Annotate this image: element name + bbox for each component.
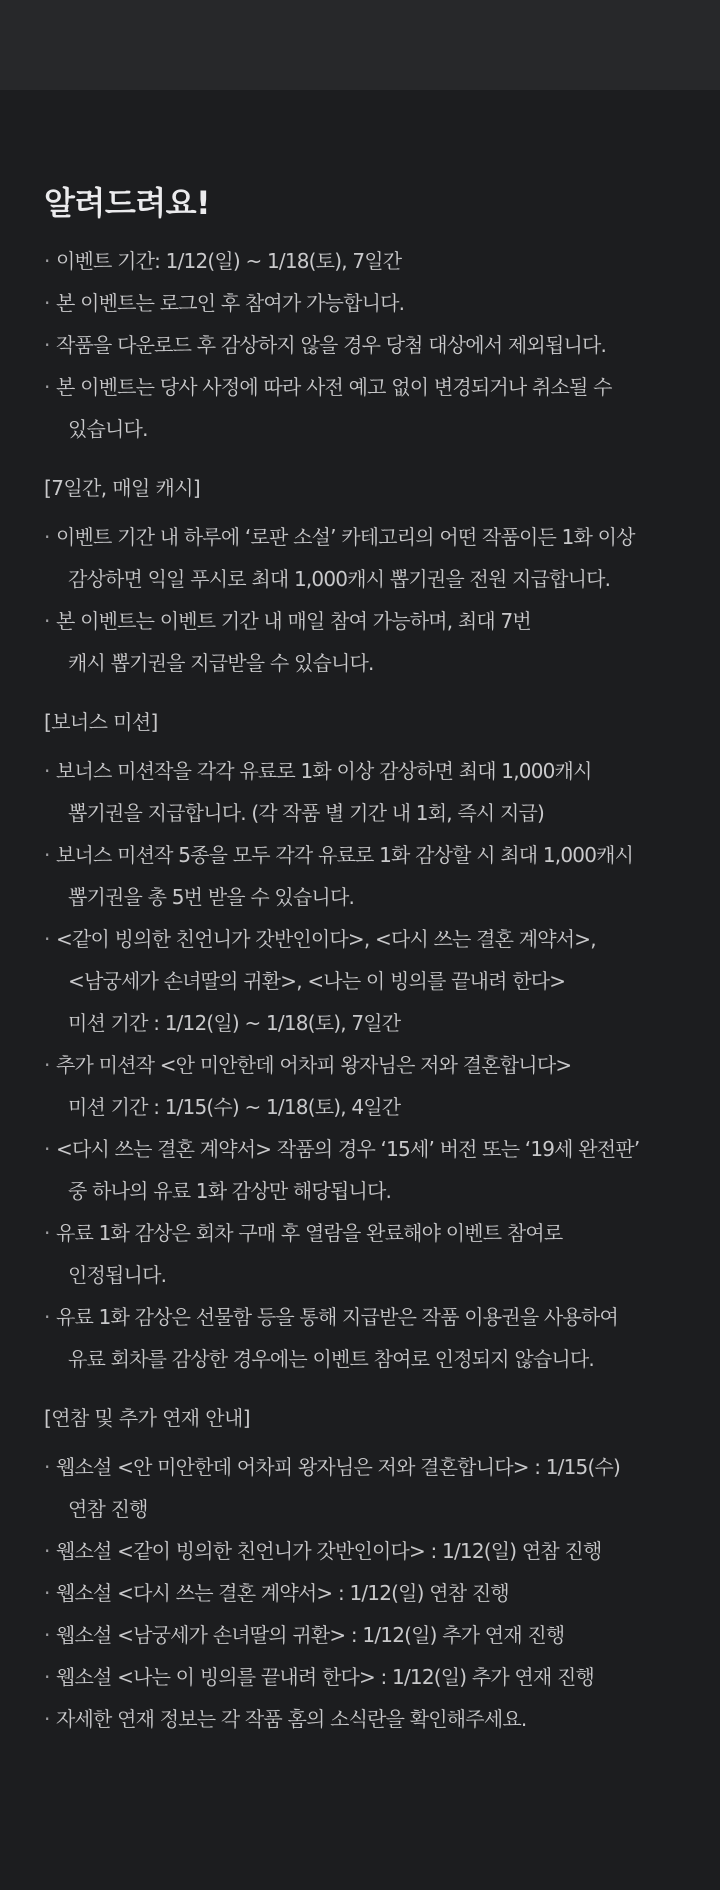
notice-item-line: 감상하면 익일 푸시로 최대 1,000캐시 뽑기권을 전원 지급합니다. <box>68 567 611 591</box>
notice-item-line: 미션 기간 : 1/12(일) ~ 1/18(토), 7일간 <box>68 1011 401 1035</box>
notice-item <box>44 1128 684 1212</box>
section-heading: [보너스 미션] <box>44 710 158 734</box>
notice-item <box>44 600 684 684</box>
notice-item-line: 웹소설 <안 미안한데 어차피 왕자님은 저와 결혼합니다> : 1/15(수) <box>56 1455 620 1479</box>
bullet-dot: · <box>44 927 50 951</box>
notice-item <box>44 1656 684 1698</box>
notice-item-line: 본 이벤트는 로그인 후 참여가 가능합니다. <box>56 291 405 315</box>
notice-item-line: 중 하나의 유료 1화 감상만 해당됩니다. <box>68 1179 392 1203</box>
notice-item <box>44 366 684 450</box>
bullet-dot: · <box>44 291 50 315</box>
notice-item <box>44 282 684 324</box>
bullet-dot: · <box>44 1581 50 1605</box>
notice-item <box>44 750 684 834</box>
bullet-dot: · <box>44 1623 50 1647</box>
notice-item <box>44 1446 684 1530</box>
notice-item-line: 미션 기간 : 1/15(수) ~ 1/18(토), 4일간 <box>68 1095 401 1119</box>
notice-title: 알려드려요! <box>44 184 211 222</box>
notice-item <box>44 1044 684 1128</box>
notice-item-line: 이벤트 기간: 1/12(일) ~ 1/18(토), 7일간 <box>56 249 402 273</box>
notice-item-line: 자세한 연재 정보는 각 작품 홈의 소식란을 확인해주세요. <box>56 1707 527 1731</box>
notice-item-line: 뽑기권을 총 5번 받을 수 있습니다. <box>68 885 355 909</box>
notice-item-line: 캐시 뽑기권을 지급받을 수 있습니다. <box>68 651 374 675</box>
notice-sections <box>44 240 684 1740</box>
bullet-dot: · <box>44 1053 50 1077</box>
notice-list <box>44 516 684 684</box>
notice-item-line: 인정됩니다. <box>68 1263 167 1287</box>
bullet-dot: · <box>44 1665 50 1689</box>
notice-section <box>44 240 684 450</box>
notice-item-line: 웹소설 <같이 빙의한 친언니가 갓반인이다> : 1/12(일) 연참 진행 <box>56 1539 602 1563</box>
notice-item-line: 보너스 미션작 5종을 모두 각각 유료로 1화 감상할 시 최대 1,000캐시 <box>56 843 634 867</box>
bullet-dot: · <box>44 1455 50 1479</box>
notice-item-line: 유료 1화 감상은 선물함 등을 통해 지급받은 작품 이용권을 사용하여 <box>56 1305 618 1329</box>
notice-item-line: 연참 진행 <box>68 1497 148 1521</box>
notice-item <box>44 324 684 366</box>
notice-item-line: 보너스 미션작을 각각 유료로 1화 이상 감상하면 최대 1,000캐시 <box>56 759 592 783</box>
notice-section <box>44 1404 684 1740</box>
bullet-dot: · <box>44 249 50 273</box>
notice-item-line: <다시 쓰는 결혼 계약서> 작품의 경우 ‘15세’ 버전 또는 ‘19세 완전판’ <box>56 1137 640 1161</box>
notice-item <box>44 240 684 282</box>
notice-item-line: 웹소설 <다시 쓰는 결혼 계약서> : 1/12(일) 연참 진행 <box>56 1581 509 1605</box>
notice-item-line: <같이 빙의한 친언니가 갓반인이다>, <다시 쓰는 결혼 계약서>, <box>56 927 596 951</box>
notice-item <box>44 834 684 918</box>
bullet-dot: · <box>44 1221 50 1245</box>
notice-item <box>44 1530 684 1572</box>
notice-section <box>44 708 684 1380</box>
section-heading: [연참 및 추가 연재 안내] <box>44 1406 250 1430</box>
notice-item-line: 본 이벤트는 당사 사정에 따라 사전 예고 없이 변경되거나 취소될 수 <box>56 375 612 399</box>
notice-item-line: 작품을 다운로드 후 감상하지 않을 경우 당첨 대상에서 제외됩니다. <box>56 333 607 357</box>
bullet-dot: · <box>44 1707 50 1731</box>
notice-item-line: 뽑기권을 지급합니다. (각 작품 별 기간 내 1회, 즉시 지급) <box>68 801 544 825</box>
notice-item-line: 웹소설 <남궁세가 손녀딸의 귀환> : 1/12(일) 추가 연재 진행 <box>56 1623 565 1647</box>
notice-item-line: 유료 회차를 감상한 경우에는 이벤트 참여로 인정되지 않습니다. <box>68 1347 594 1371</box>
notice-item-line: 이벤트 기간 내 하루에 ‘로판 소설’ 카테고리의 어떤 작품이든 1화 이상 <box>56 525 635 549</box>
notice-item-line: 웹소설 <나는 이 빙의를 끝내려 한다> : 1/12(일) 추가 연재 진행 <box>56 1665 595 1689</box>
notice-item-line: <남궁세가 손녀딸의 귀환>, <나는 이 빙의를 끝내려 한다> <box>68 969 566 993</box>
notice-item <box>44 918 684 1044</box>
notice-item-line: 본 이벤트는 이벤트 기간 내 매일 참여 가능하며, 최대 7번 <box>56 609 531 633</box>
bullet-dot: · <box>44 609 50 633</box>
bullet-dot: · <box>44 375 50 399</box>
bullet-dot: · <box>44 759 50 783</box>
bullet-dot: · <box>44 1539 50 1563</box>
notice-item-line: 추가 미션작 <안 미안한데 어차피 왕자님은 저와 결혼합니다> <box>56 1053 572 1077</box>
notice-item <box>44 516 684 600</box>
notice-list <box>44 750 684 1380</box>
notice-item-line: 유료 1화 감상은 회차 구매 후 열람을 완료해야 이벤트 참여로 <box>56 1221 563 1245</box>
bullet-dot: · <box>44 843 50 867</box>
notice-item <box>44 1296 684 1380</box>
top-header-bar <box>0 0 720 90</box>
notice-item <box>44 1698 684 1740</box>
notice-item <box>44 1572 684 1614</box>
bullet-dot: · <box>44 1305 50 1329</box>
bullet-dot: · <box>44 1137 50 1161</box>
bullet-dot: · <box>44 333 50 357</box>
notice-item-line: 있습니다. <box>68 417 148 441</box>
notice-list <box>44 1446 684 1740</box>
section-heading: [7일간, 매일 캐시] <box>44 476 201 500</box>
notice-panel <box>44 180 684 1764</box>
notice-section <box>44 474 684 684</box>
notice-list <box>44 240 684 450</box>
notice-item <box>44 1614 684 1656</box>
bullet-dot: · <box>44 525 50 549</box>
notice-item <box>44 1212 684 1296</box>
